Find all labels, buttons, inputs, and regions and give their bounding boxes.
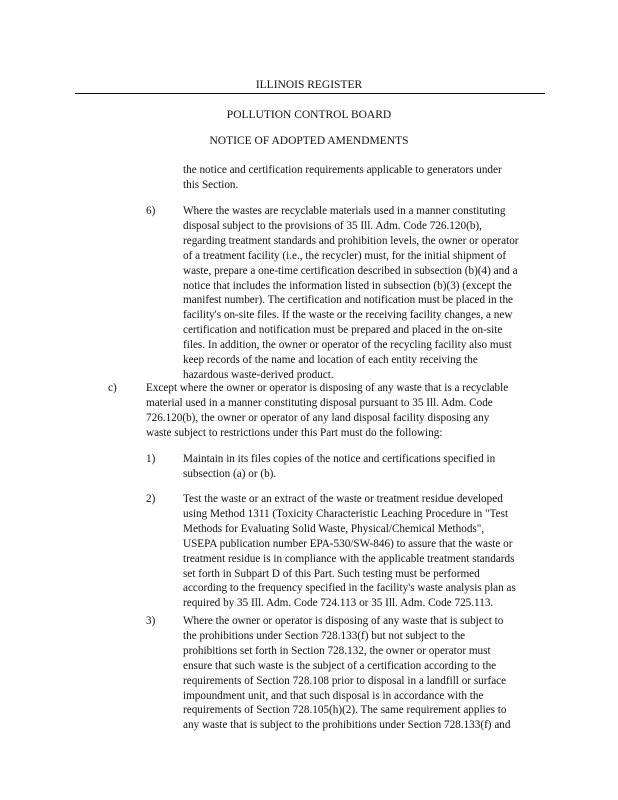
text-line: the notice and certification requirements applicable to generators under (183, 164, 502, 176)
text-line: notice that includes the information listed in subsection (b)(3) (except the (183, 279, 512, 292)
text-line: waste subject to restrictions under this Part must do the following: (146, 426, 443, 439)
text-line: according to the frequency specified in the facility's waste analysis plan as (183, 582, 516, 595)
item-6-paragraph (183, 204, 519, 383)
text-line: this Section. (183, 178, 239, 191)
text-line: material used in a manner constituting disposal pursuant to 35 Ill. Adm. Code (146, 396, 493, 409)
text-line: keep records of the name and location of each entity receiving the (183, 354, 478, 367)
notice-title: NOTICE OF ADOPTED AMENDMENTS (209, 135, 409, 147)
text-line: files. In addition, the owner or operator of the recycling facility also must (183, 339, 512, 352)
text-line: the prohibitions under Section 728.133(f) but not subject to the (183, 629, 466, 642)
text-line: Maintain in its files copies of the notice and certifications specified in (183, 453, 496, 465)
text-line: requirements of Section 728.108 prior to disposal in a landfill or surface (183, 674, 507, 687)
item-number: 1) (146, 453, 156, 465)
text-line: prohibitions set forth in Section 728.132, the owner or operator must (183, 644, 491, 657)
item-c2-paragraph (183, 492, 516, 611)
text-line: regarding treatment standards and prohibition levels, the owner or operator (183, 234, 519, 247)
board-name: POLLUTION CONTROL BOARD (226, 109, 392, 121)
continuation-paragraph (183, 163, 502, 193)
item-number: 3) (146, 615, 156, 627)
text-line: set forth in Subpart D of this Part. Such testing must be performed (183, 567, 480, 580)
text-line: subsection (a) or (b). (183, 467, 277, 480)
text-line: Methods for Evaluating Solid Waste, Physical/Chemical Methods", (183, 522, 485, 535)
item-c-paragraph (146, 381, 508, 441)
text-line: 726.120(b), the owner or operator of any land disposal facility disposing any (146, 411, 490, 424)
text-line: manifest number). The certification and notification must be placed in the (183, 294, 514, 307)
text-line: Where the wastes are recyclable materials used in a manner constituting (183, 205, 506, 217)
text-line: required by 35 Ill. Adm. Code 724.113 or 35 Ill. Adm. Code 725.113. (183, 597, 494, 610)
text-line: hazardous waste-derived product. (183, 368, 334, 381)
text-line: impoundment unit, and that such disposal is in accordance with the (183, 689, 484, 702)
text-line: using Method 1311 (Toxicity Characteristic Leaching Procedure in "Test (183, 507, 509, 520)
text-line: facility's on-site files. If the waste or the receiving facility changes, a new (183, 309, 513, 322)
text-line: USEPA publication number EPA-530/SW-846) to assure that the waste or (183, 537, 513, 550)
text-line: treatment residue is in compliance with the applicable treatment standards (183, 552, 515, 565)
text-line: Test the waste or an extract of the waste or treatment residue developed (183, 493, 503, 505)
item-number: 2) (146, 493, 156, 505)
text-line: certification and notification must be prepared and placed in the on-site (183, 324, 503, 337)
text-line: waste, prepare a one-time certification described in subsection (b)(4) and a (183, 264, 518, 277)
item-number: 6) (146, 205, 156, 217)
text-line: requirements of Section 728.105(h)(2). The same requirement applies to (183, 704, 507, 717)
text-line: any waste that is subject to the prohibitions under Section 728.133(f) and (183, 719, 511, 732)
item-c3-paragraph (183, 614, 510, 733)
text-line: ensure that such waste is the subject of a certification according to the (183, 659, 497, 672)
register-title: ILLINOIS REGISTER (255, 79, 363, 91)
header-rule (75, 93, 545, 94)
text-line: of a treatment facility (i.e., the recycler) must, for the initial shipment of (183, 249, 507, 262)
item-c1-paragraph (183, 452, 495, 482)
text-line: Except where the owner or operator is disposing of any waste that is a recyclable (146, 382, 509, 394)
text-line: Where the owner or operator is disposing of any waste that is subject to (183, 615, 504, 627)
item-number: c) (108, 382, 117, 394)
text-line: disposal subject to the provisions of 35 Ill. Adm. Code 726.120(b), (183, 219, 482, 232)
